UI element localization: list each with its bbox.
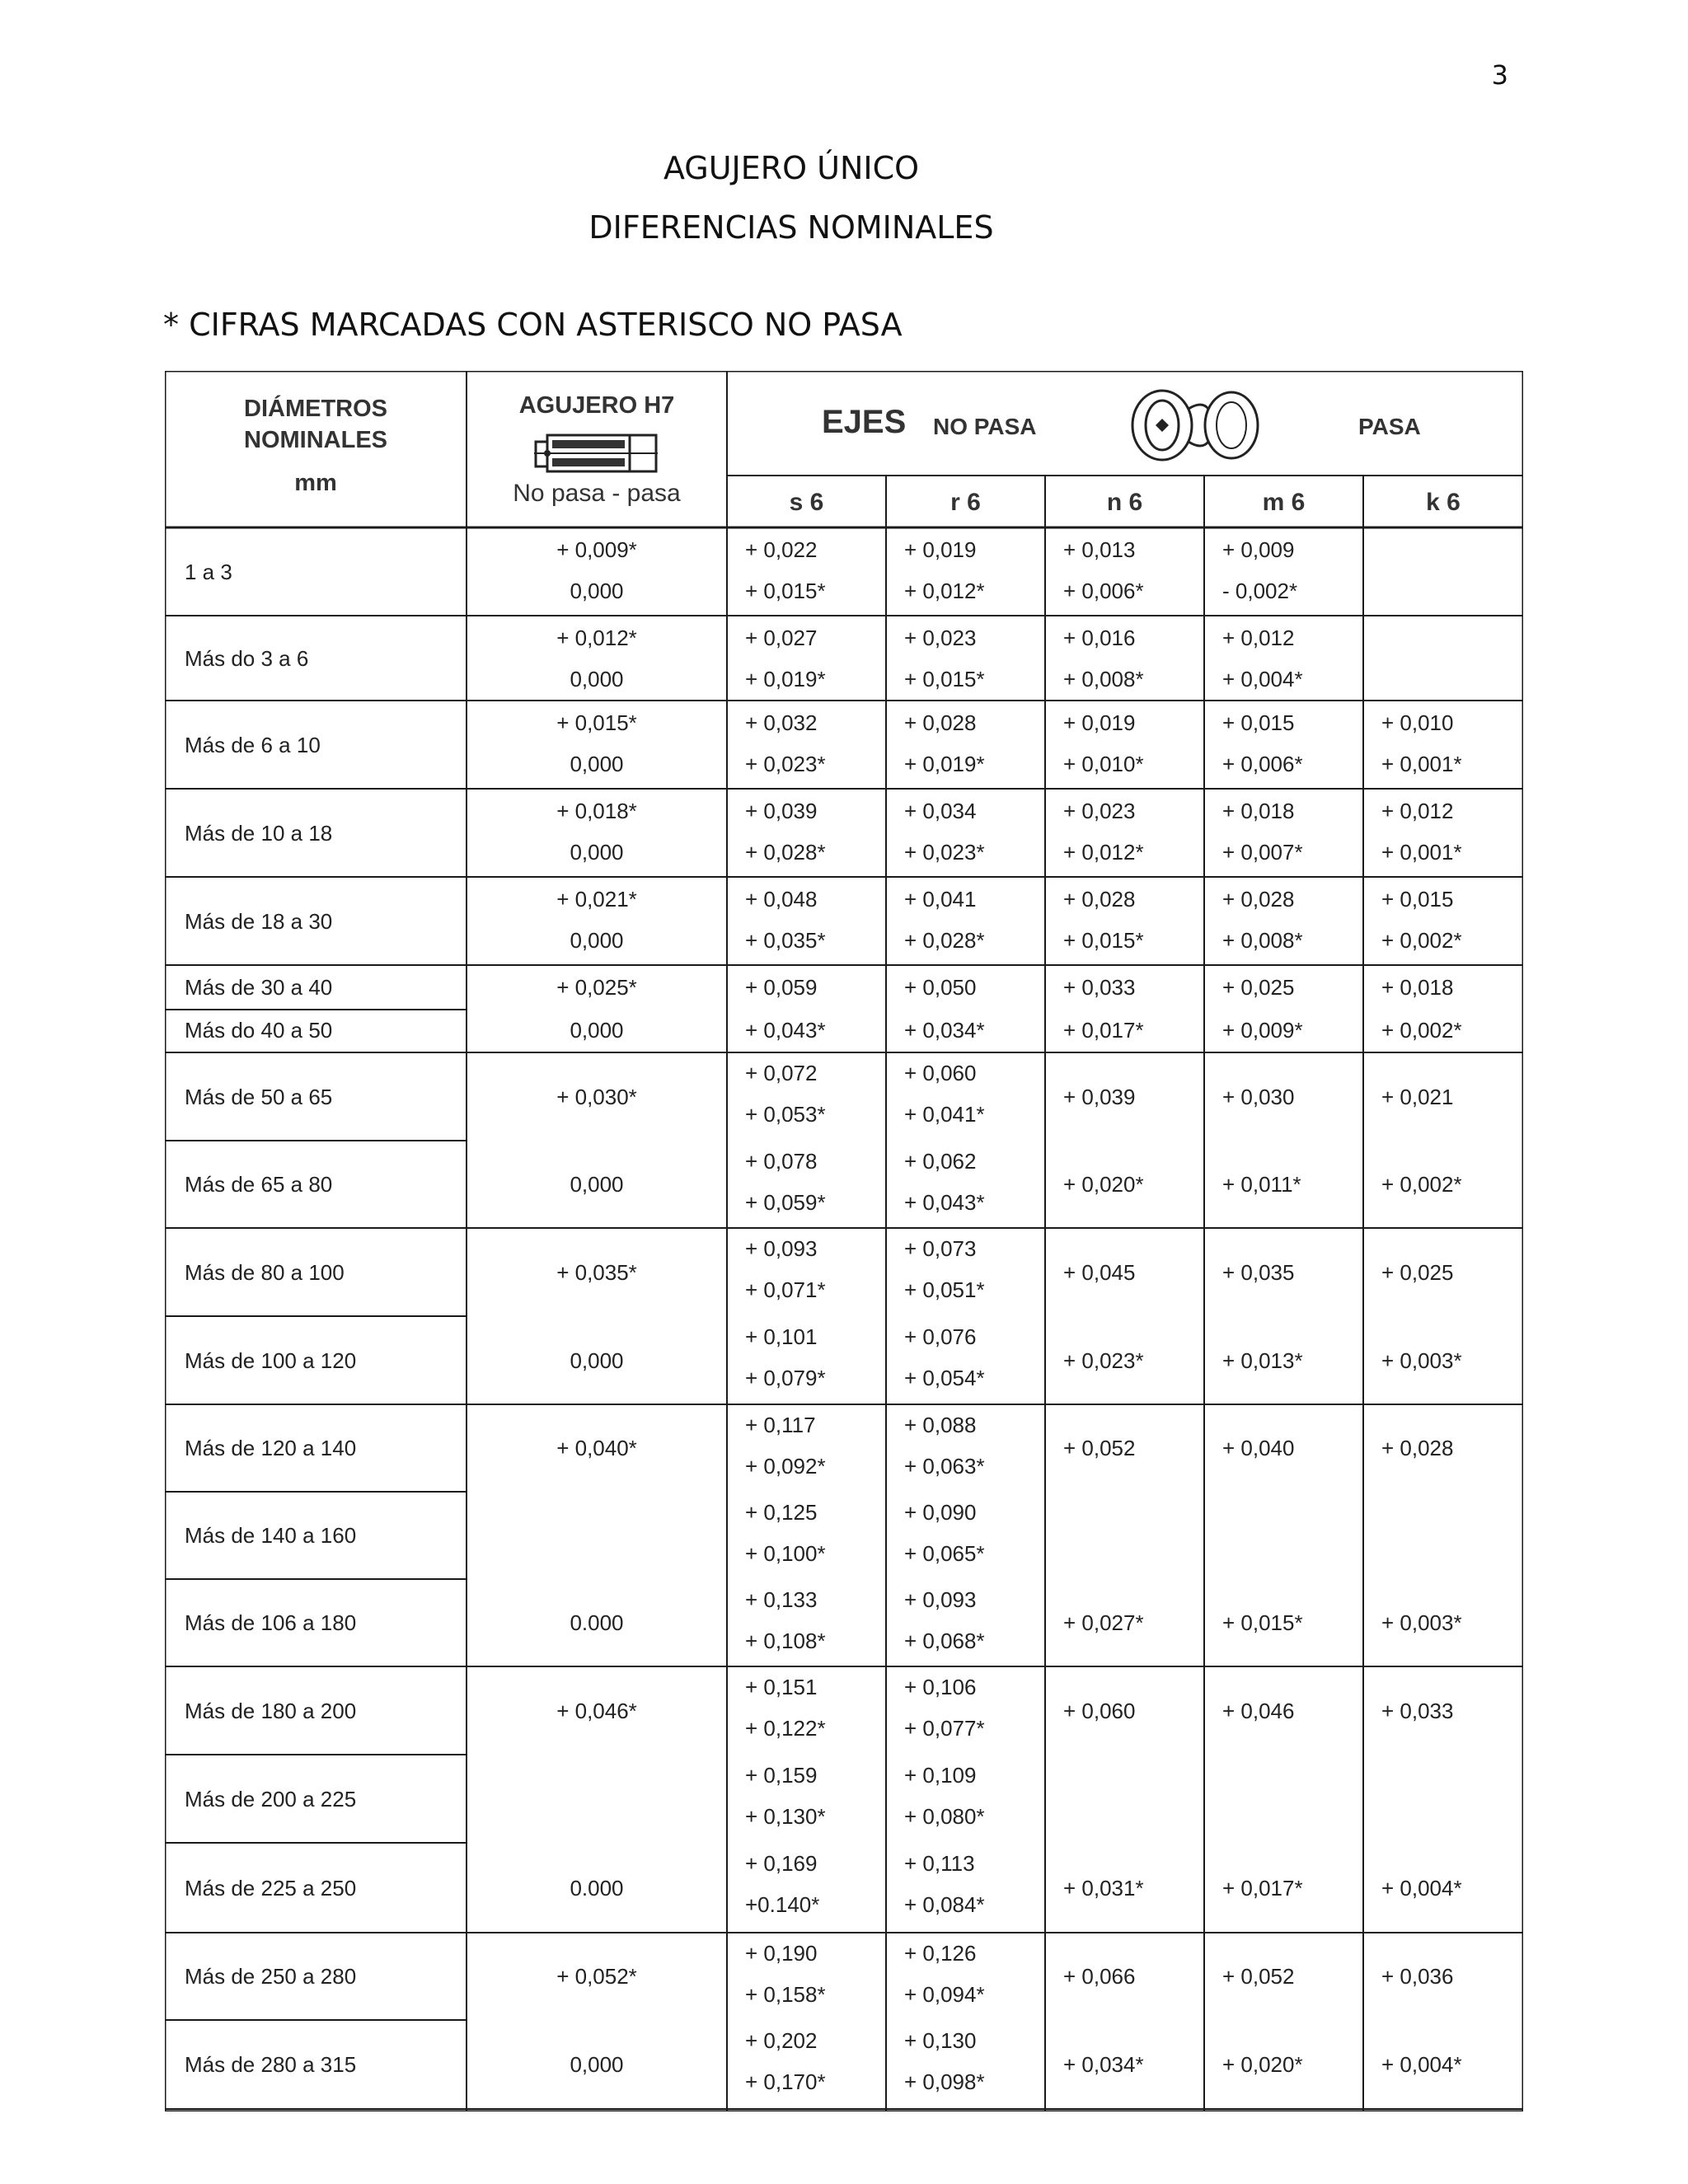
column-header-m6: m 6 — [1262, 489, 1306, 516]
n6-upper: + 0,013 — [1063, 537, 1136, 562]
range-label: Más de 65 a 80 — [185, 1172, 333, 1197]
n6-lower: + 0,008* — [1063, 667, 1144, 691]
header-ejes: EJES — [822, 404, 907, 440]
h7-lower: 0,000 — [570, 579, 624, 603]
m6-upper: + 0,018 — [1222, 799, 1295, 823]
m6-upper: + 0,015 — [1222, 710, 1295, 735]
r6-upper: + 0,076 — [904, 1324, 977, 1349]
n6-upper: + 0,028 — [1063, 887, 1136, 912]
m6-upper: + 0,009 — [1222, 537, 1295, 562]
r6-lower: + 0,028* — [904, 928, 985, 953]
s6-upper: + 0,101 — [745, 1324, 818, 1349]
s6-upper: + 0,059 — [745, 975, 818, 1000]
s6-upper: + 0,078 — [745, 1149, 818, 1174]
h7-lower: 0,000 — [570, 1018, 624, 1043]
m6-lower: + 0,009* — [1222, 1018, 1303, 1043]
k6-lower: + 0,003* — [1381, 1347, 1462, 1373]
s6-lower: + 0,028* — [745, 840, 826, 865]
r6-lower: + 0,012* — [904, 579, 985, 603]
h7-lower: 0,000 — [570, 2052, 624, 2077]
s6-upper: + 0,072 — [745, 1061, 818, 1085]
s6-upper: + 0,027 — [745, 626, 818, 650]
r6-lower: + 0,077* — [904, 1716, 985, 1741]
n6-upper: + 0,033 — [1063, 975, 1136, 1000]
s6-lower: + 0,015* — [745, 579, 826, 603]
k6-upper: + 0,012 — [1381, 799, 1454, 823]
n6-lower: + 0,006* — [1063, 579, 1144, 603]
m6-upper: + 0,046 — [1222, 1698, 1295, 1723]
s6-lower: + 0,019* — [745, 667, 826, 691]
column-header-n6: n 6 — [1106, 489, 1143, 516]
m6-upper: + 0,052 — [1222, 1964, 1295, 1989]
r6-lower: + 0,043* — [904, 1190, 985, 1215]
s6-upper: + 0,039 — [745, 799, 818, 823]
h7-upper: + 0,018* — [556, 799, 637, 823]
n6-lower: + 0,034* — [1063, 2052, 1144, 2077]
r6-upper: + 0,023 — [904, 626, 977, 650]
s6-lower: + 0,043* — [745, 1018, 826, 1043]
m6-upper: + 0,025 — [1222, 975, 1295, 1000]
s6-lower: + 0,079* — [745, 1366, 826, 1390]
s6-upper: + 0,022 — [745, 537, 818, 562]
n6-lower: + 0,027* — [1063, 1610, 1144, 1635]
range-label: Más de 200 a 225 — [185, 1786, 357, 1811]
k6-upper: + 0,021 — [1381, 1084, 1454, 1109]
table-grid — [165, 371, 1523, 2111]
h7-lower: 0,000 — [570, 928, 624, 953]
n6-lower: + 0,012* — [1063, 840, 1144, 865]
s6-lower: + 0,071* — [745, 1277, 826, 1302]
range-label: 1 a 3 — [185, 559, 232, 584]
s6-upper: + 0,032 — [745, 710, 818, 735]
r6-upper: + 0,062 — [904, 1149, 977, 1174]
s6-upper: + 0,133 — [745, 1587, 818, 1612]
n6-upper: + 0,019 — [1063, 710, 1136, 735]
range-label: Más de 10 a 18 — [185, 820, 333, 846]
r6-lower: + 0,034* — [904, 1018, 985, 1043]
r6-upper: + 0,106 — [904, 1675, 977, 1699]
r6-lower: + 0,023* — [904, 840, 985, 865]
n6-upper: + 0,023 — [1063, 799, 1136, 823]
k6-lower: + 0,004* — [1381, 1875, 1462, 1900]
r6-upper: + 0,050 — [904, 975, 977, 1000]
n6-upper: + 0,066 — [1063, 1964, 1136, 1989]
s6-lower: + 0,059* — [745, 1190, 826, 1215]
s6-upper: + 0,151 — [745, 1675, 818, 1699]
m6-lower: + 0,004* — [1222, 667, 1303, 691]
m6-upper: + 0,040 — [1222, 1436, 1295, 1460]
r6-lower: + 0,063* — [904, 1454, 985, 1479]
asterisk-note: * CIFRAS MARCADAS CON ASTERISCO NO PASA — [163, 307, 903, 343]
range-label: Más de 18 a 30 — [185, 908, 333, 934]
h7-upper: + 0,025* — [556, 975, 637, 1000]
m6-upper: + 0,030 — [1222, 1084, 1295, 1109]
h7-upper: + 0,021* — [556, 887, 637, 912]
n6-lower: + 0,015* — [1063, 928, 1144, 953]
r6-lower: + 0,068* — [904, 1629, 985, 1653]
hole-h7-icon — [534, 430, 658, 476]
r6-upper: + 0,034 — [904, 799, 977, 823]
m6-lower: + 0,015* — [1222, 1610, 1303, 1635]
k6-upper: + 0,015 — [1381, 887, 1454, 912]
m6-upper: + 0,012 — [1222, 626, 1295, 650]
page-number: 3 — [1491, 59, 1508, 91]
k6-upper: + 0,010 — [1381, 710, 1454, 735]
r6-upper: + 0,113 — [904, 1851, 975, 1876]
n6-upper: + 0,052 — [1063, 1436, 1136, 1460]
n6-upper: + 0,045 — [1063, 1259, 1136, 1285]
r6-upper: + 0,090 — [904, 1500, 977, 1525]
s6-upper: + 0,117 — [745, 1413, 816, 1437]
r6-upper: + 0,130 — [904, 2028, 977, 2053]
header-agujero: AGUJERO H7 — [518, 392, 675, 419]
range-label: Más de 180 a 200 — [185, 1698, 357, 1723]
k6-upper: + 0,018 — [1381, 975, 1454, 1000]
range-label: Más de 120 a 140 — [185, 1436, 357, 1460]
h7-lower: 0.000 — [570, 1875, 624, 1900]
n6-lower: + 0,023* — [1063, 1347, 1144, 1373]
s6-lower: + 0,122* — [745, 1716, 826, 1741]
s6-lower: + 0,053* — [745, 1102, 826, 1127]
range-label: Más de 140 a 160 — [185, 1523, 357, 1548]
range-label: Más do 3 a 6 — [185, 645, 309, 671]
m6-upper: + 0,028 — [1222, 887, 1295, 912]
k6-lower: + 0,002* — [1381, 1172, 1462, 1197]
m6-lower: + 0,006* — [1222, 752, 1303, 776]
r6-upper: + 0,060 — [904, 1061, 977, 1085]
s6-lower: + 0,023* — [745, 752, 826, 776]
r6-lower: + 0,051* — [904, 1277, 985, 1302]
range-label: Más de 225 a 250 — [185, 1875, 357, 1900]
m6-upper: + 0,035 — [1222, 1259, 1295, 1285]
r6-upper: + 0,109 — [904, 1763, 977, 1788]
h7-lower: 0,000 — [570, 752, 624, 776]
s6-lower: + 0,170* — [745, 2069, 826, 2094]
r6-lower: + 0,054* — [904, 1366, 985, 1390]
header-no-pasa: NO PASA — [933, 414, 1037, 439]
range-label: Más de 80 a 100 — [185, 1259, 345, 1285]
n6-upper: + 0,016 — [1063, 626, 1136, 650]
m6-lower: - 0,002* — [1222, 579, 1298, 603]
range-label: Más de 280 a 315 — [185, 2052, 357, 2077]
k6-upper: + 0,028 — [1381, 1436, 1454, 1460]
s6-upper: + 0,125 — [745, 1500, 818, 1525]
s6-lower: + 0,108* — [745, 1629, 826, 1653]
h7-upper: + 0,030* — [556, 1084, 637, 1109]
k6-lower: + 0,001* — [1381, 840, 1462, 865]
range-label: Más de 100 a 120 — [185, 1347, 357, 1373]
m6-lower: + 0,020* — [1222, 2052, 1303, 2077]
r6-lower: + 0,019* — [904, 752, 985, 776]
k6-lower: + 0,002* — [1381, 928, 1462, 953]
n6-upper: + 0,060 — [1063, 1698, 1136, 1723]
r6-lower: + 0,084* — [904, 1892, 985, 1917]
page-subtitle: DIFERENCIAS NOMINALES — [588, 209, 994, 246]
h7-lower: 0,000 — [570, 840, 624, 865]
header-diametros-line2: NOMINALES — [244, 427, 387, 453]
r6-upper: + 0,126 — [904, 1941, 977, 1966]
h7-upper: + 0,040* — [556, 1436, 637, 1460]
k6-lower: + 0,001* — [1381, 752, 1462, 776]
k6-upper: + 0,025 — [1381, 1259, 1454, 1285]
column-header-s6: s 6 — [789, 489, 824, 516]
m6-lower: + 0,011* — [1222, 1172, 1301, 1197]
r6-upper: + 0,028 — [904, 710, 977, 735]
s6-lower: + 0,158* — [745, 1982, 826, 2007]
s6-lower: +0.140* — [745, 1892, 820, 1917]
header-diametros-unit: mm — [294, 470, 337, 496]
r6-lower: + 0,041* — [904, 1102, 985, 1127]
s6-lower: + 0,035* — [745, 928, 826, 953]
s6-upper: + 0,169 — [745, 1851, 818, 1876]
k6-upper: + 0,036 — [1381, 1964, 1454, 1989]
r6-lower: + 0,098* — [904, 2069, 985, 2094]
r6-lower: + 0,065* — [904, 1541, 985, 1566]
s6-upper: + 0,202 — [745, 2028, 818, 2053]
m6-lower: + 0,013* — [1222, 1347, 1303, 1373]
r6-upper: + 0,019 — [904, 537, 977, 562]
h7-lower: 0,000 — [570, 1172, 624, 1197]
s6-upper: + 0,093 — [745, 1236, 818, 1261]
r6-lower: + 0,094* — [904, 1982, 985, 2007]
s6-lower: + 0,100* — [745, 1541, 826, 1566]
m6-lower: + 0,008* — [1222, 928, 1303, 953]
n6-lower: + 0,031* — [1063, 1875, 1144, 1900]
h7-upper: + 0,009* — [556, 537, 637, 562]
h7-upper: + 0,046* — [556, 1698, 637, 1723]
s6-upper: + 0,048 — [745, 887, 818, 912]
column-header-k6: k 6 — [1426, 489, 1461, 516]
header-pasa: PASA — [1358, 414, 1421, 439]
r6-upper: + 0,093 — [904, 1587, 977, 1612]
s6-lower: + 0,092* — [745, 1454, 826, 1479]
m6-lower: + 0,017* — [1222, 1875, 1303, 1900]
tolerance-table — [165, 371, 1523, 2111]
range-label: Más de 250 a 280 — [185, 1964, 357, 1989]
s6-lower: + 0,130* — [745, 1804, 826, 1829]
k6-upper: + 0,033 — [1381, 1698, 1454, 1723]
k6-lower: + 0,004* — [1381, 2052, 1462, 2077]
range-label: Más de 30 a 40 — [185, 975, 333, 1000]
h7-lower: 0.000 — [570, 1610, 624, 1635]
r6-upper: + 0,041 — [904, 887, 977, 912]
r6-upper: + 0,088 — [904, 1413, 977, 1437]
h7-lower: 0,000 — [570, 667, 624, 691]
m6-lower: + 0,007* — [1222, 840, 1303, 865]
h7-upper: + 0,015* — [556, 710, 637, 735]
r6-upper: + 0,073 — [904, 1236, 977, 1261]
range-label: Más de 106 a 180 — [185, 1610, 357, 1635]
range-label: Más de 6 a 10 — [185, 732, 321, 757]
header-diametros-line1: DIÁMETROS — [244, 396, 387, 422]
shaft-gauge-icon — [1119, 384, 1268, 466]
k6-lower: + 0,002* — [1381, 1018, 1462, 1043]
range-label: Más de 50 a 65 — [185, 1084, 333, 1109]
h7-upper: + 0,052* — [556, 1964, 637, 1989]
n6-lower: + 0,020* — [1063, 1172, 1144, 1197]
s6-upper: + 0,190 — [745, 1941, 818, 1966]
h7-upper: + 0,035* — [556, 1259, 637, 1285]
s6-upper: + 0,159 — [745, 1763, 818, 1788]
n6-upper: + 0,039 — [1063, 1084, 1136, 1109]
page-title: AGUJERO ÚNICO — [663, 150, 920, 186]
n6-lower: + 0,010* — [1063, 752, 1144, 776]
r6-lower: + 0,080* — [904, 1804, 985, 1829]
n6-lower: + 0,017* — [1063, 1018, 1144, 1043]
k6-lower: + 0,003* — [1381, 1610, 1462, 1635]
r6-lower: + 0,015* — [904, 667, 985, 691]
h7-lower: 0,000 — [570, 1347, 624, 1373]
h7-upper: + 0,012* — [556, 626, 637, 650]
column-header-r6: r 6 — [950, 489, 981, 516]
range-label: Más do 40 a 50 — [185, 1018, 333, 1043]
header-no-pasa-pasa: No pasa - pasa — [513, 480, 681, 507]
